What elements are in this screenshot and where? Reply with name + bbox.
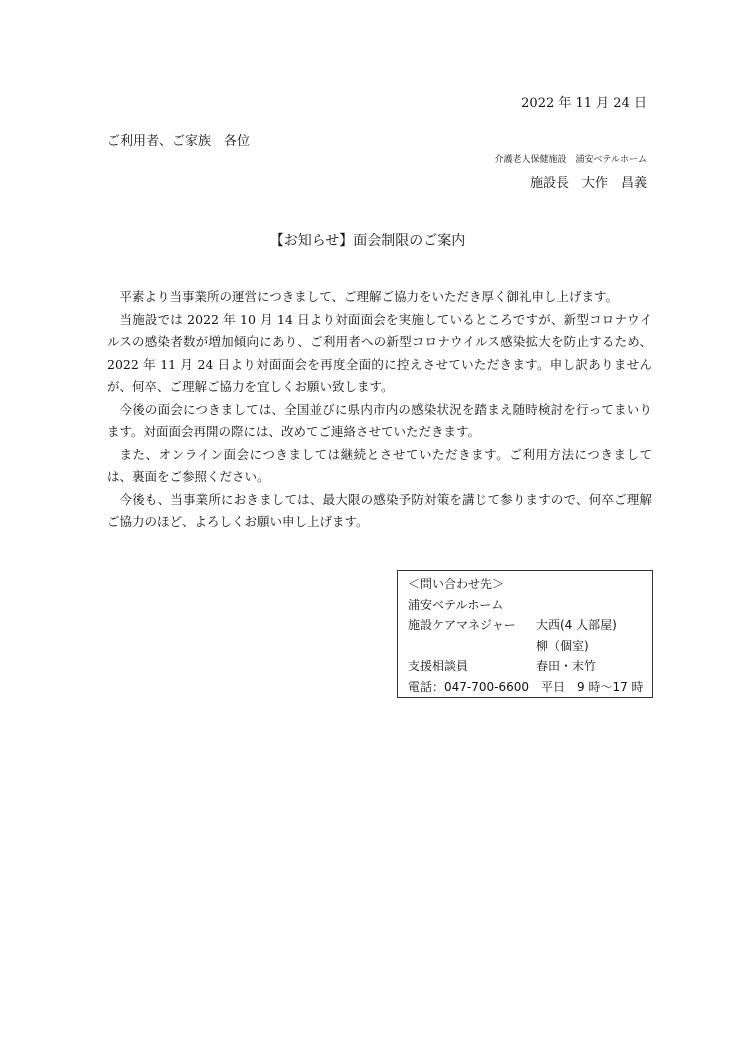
recipient-line: ご利用者、ご家族 各位 [107, 134, 251, 149]
paragraph-greeting: 平素より当事業所の運営につきまして、ご理解ご協力をいただき厚く御礼申し上げます。 [119, 289, 619, 304]
counselor-role: 支援相談員 [408, 659, 469, 674]
contact-heading: ＜問い合わせ先＞ [408, 577, 505, 591]
contact-phone: 電話：047-700-6600 平日 9 時〜17 時 [408, 679, 644, 694]
contact-box [397, 570, 653, 698]
document-date: 2022 年 11 月 24 日 [521, 96, 647, 111]
contact-care-manager-row [408, 615, 652, 636]
paragraph-visit-restriction: 当施設では 2022 年 10 月 14 日より対面面会を実施しているところですが、新型コロナウイルスの感染者数が増加傾向にあり、ご利用者への新型コロナウイルス感染拡大を防止するため、2022 年 11 月 24 日より対面面会を再度全面的に控えさせていただきます。申し訳ありませんが、何卒、ご理解ご協力を宜しくお願い致します。 [107, 311, 652, 394]
paragraph-future-visits: 今後の面会につきましては、全国並びに県内市内の感染状況を踏まえ随時検討を行ってまいります。対面面会再開の際には、改めてご連絡させていただきます。 [107, 401, 652, 439]
paragraph-online-visits: また、オンライン面会につきましては継続とさせていただきます。ご利用方法につきましては、裏面をご参照ください。 [107, 446, 652, 484]
director-signature: 施設長 大作 昌義 [529, 176, 647, 191]
notice-body [107, 286, 652, 534]
care-manager-name-1: 大西(4 人部屋) [536, 618, 617, 633]
notice-title: 【お知らせ】面会制限のご案内 [269, 233, 466, 249]
organization-name: 介護老人保健施設 浦安ベテルホーム [494, 155, 647, 165]
contact-care-manager-row-2 [408, 636, 652, 657]
paragraph-closing: 今後も、当事業所におきましては、最大限の感染予防対策を講じて参りますので、何卒ご理解ご協力のほど、よろしくお願い申し上げます。 [107, 491, 652, 529]
care-manager-name-2: 柳（個室) [536, 638, 589, 653]
contact-counselor-row [408, 656, 652, 677]
contact-facility: 浦安ベテルホーム [408, 597, 504, 612]
counselor-names: 春田・末竹 [536, 659, 597, 674]
care-manager-role: 施設ケアマネジャー [408, 618, 516, 633]
